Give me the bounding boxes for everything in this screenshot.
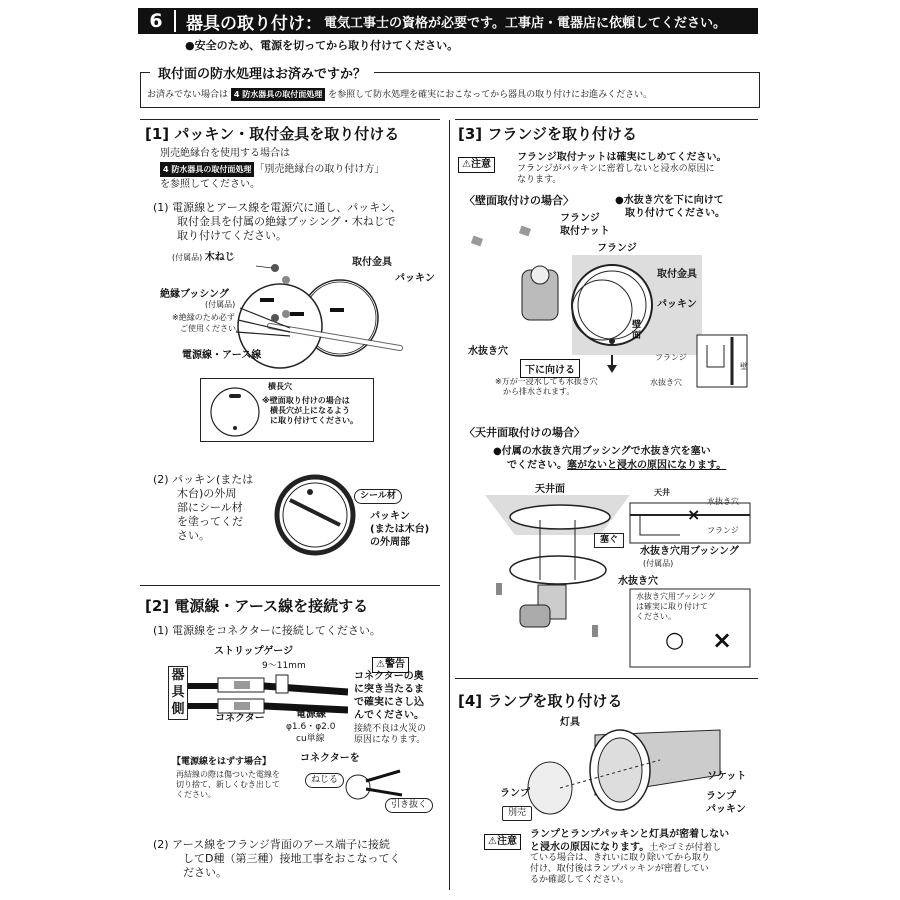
section-subtitle: 電気工事士の資格が必要です。工事店・電器店に依頼してください。: [324, 15, 726, 31]
sealant-label: シール材: [354, 489, 402, 504]
waterproof-text: お済みでない場合は 4 防水器具の取付面処理 を参照して防水処理を確実におこなってから器具の取り付けにお進みください。: [147, 90, 653, 100]
warning-text: コネクターの奥 に突き当たるま で確実にさし込 んでください。: [354, 671, 424, 721]
safety-note: ●安全のため、電源を切ってから取り付けてください。: [185, 39, 459, 52]
s3-title: [3] フランジを取り付ける: [458, 125, 637, 143]
s1-step2: (2) パッキン(または 木台)の外周 部にシール材 を塗ってくだ さい。: [153, 473, 254, 542]
lamp-illustration: [500, 720, 730, 830]
waterproof-question: 取付面の防水処理はお済みですか？: [150, 63, 374, 82]
ok-mark: ○: [665, 628, 685, 653]
fixture-side-label: 器 具 側: [168, 666, 188, 720]
column-divider: [449, 120, 450, 890]
s4-title: [4] ランプを取り付ける: [458, 692, 623, 710]
caution-badge: ⚠注意: [458, 157, 495, 173]
section-header: [138, 8, 758, 34]
warning-badge: ⚠警告: [372, 657, 409, 673]
caution-badge: ⚠注意: [484, 834, 521, 850]
section-title: 器具の取り付け：: [186, 13, 322, 34]
s2-title: [2] 電源線・アース線を接続する: [145, 597, 369, 615]
ref-tag: 4 防水器具の取付面処理: [231, 88, 325, 101]
ref-tag: 4 防水器具の取付面処理: [160, 162, 254, 177]
section-number: 6: [138, 10, 176, 32]
s1-title: [1] パッキン・取付金具を取り付ける: [145, 125, 400, 143]
s1-step1: (1) 電源線とアース線を電源穴に通し、パッキン、 取付金具を付属の絶縁ブッシング・木ねじで 取り付けてください。: [153, 201, 402, 242]
s2-step2: (2) アース線をフランジ背面のアース端子に接続 してD種（第三種）接地工事をおこなってく ださい。: [153, 838, 401, 879]
ng-mark: ×: [712, 626, 733, 654]
